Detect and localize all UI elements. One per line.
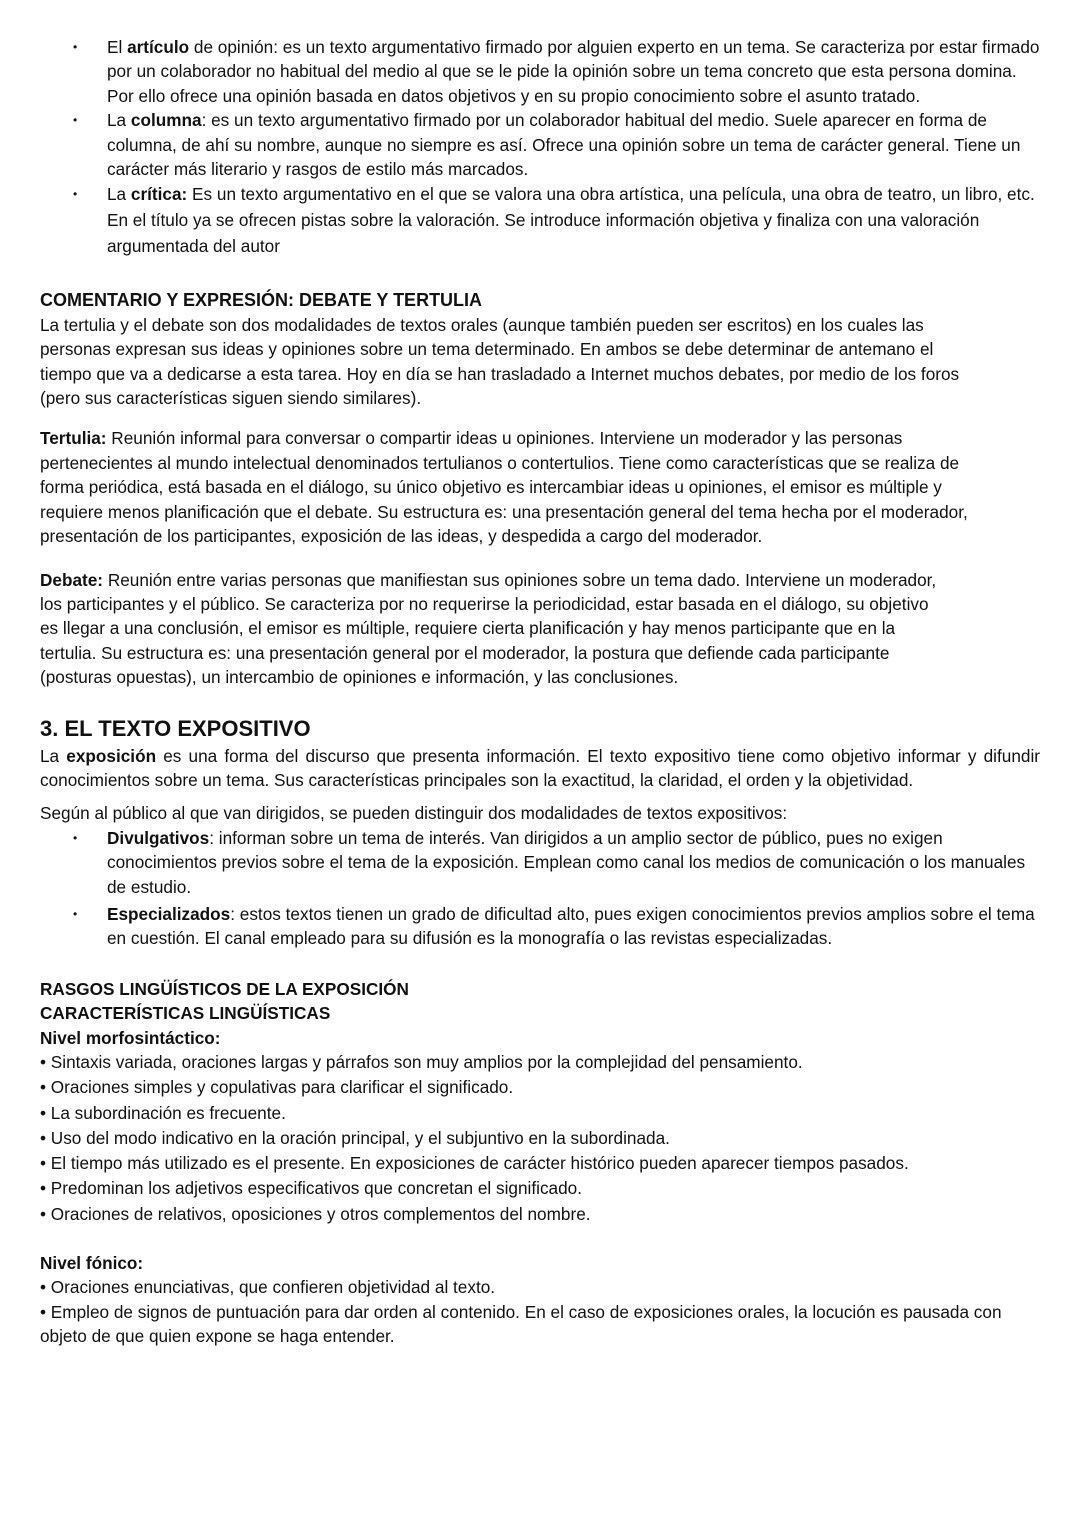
term-critica: crítica: [130, 184, 188, 205]
list-item: • La columna: es un texto argumentativo firmado por un colaborador habitual del medio. Suele aparecer en forma de columna, de ahí su nombre, aunque no siempre es así. Ofrece una opinión sobre un tema de carácter general. Tiene un carácter más literario y rasgos de estilo más marcados. [73, 110, 1021, 180]
document-page [40, 35, 1040, 1349]
heading-fonico: Nivel fónico: [40, 1253, 144, 1274]
morfo-list [40, 1050, 1040, 1227]
expositivo-intro-paragraph: La exposición es una forma del discurso que presenta información. El texto expositivo tiene como objetivo informar y difundir conocimientos sobre un tema. Sus características principales son la exactitud, la claridad, el orden y la objetividad. [40, 745, 1040, 790]
bullet-icon: • [73, 830, 78, 845]
fonico-list [40, 1275, 1040, 1348]
list-item: • Predominan los adjetivos especificativos que concretan el significado. [40, 1178, 582, 1199]
bullet-icon: • [73, 906, 78, 921]
tertulia-paragraph: Tertulia: Reunión informal para conversar o compartir ideas u opiniones. Interviene un moderador y las personas pertenecientes al mundo intelectual denominados tertulianos o contertulios. Tiene como características que se realiza de forma periódica, está basada en el diálogo, su único objetivo es intercambiar ideas u opiniones, el emisor es múltiple y requiere menos planificación que el debate. Su estructura es: una presentación general del tema hecha por el moderador, presentación de los participantes, exposición de las ideas, y despedida a cargo del moderador. [40, 428, 968, 547]
list-item: • La crítica: Es un texto argumentativo en el que se valora una obra artística, una película, una obra de teatro, un libro, etc. En el título ya se ofrecen pistas sobre la valoración. Se introduce información objetiva y finaliza con una valoración argumentada del autor [40, 181, 1040, 259]
list-item: • Oraciones simples y copulativas para clarificar el significado. [40, 1077, 514, 1098]
public-intro: Según al público al que van dirigidos, se pueden distinguir dos modalidades de textos expositivos: [40, 803, 788, 824]
list-item: • Oraciones de relativos, oposiciones y otros complementos del nombre. [40, 1203, 591, 1224]
section-heading-expositivo: 3. EL TEXTO EXPOSITIVO [40, 715, 311, 741]
list-item: • Divulgativos: informan sobre un tema de interés. Van dirigidos a un amplio sector de público, pues no exigen conocimientos previos sobre el tema de la exposición. Emplean como canal los medios de comunicación o los manuales de estudio. [73, 827, 1026, 897]
section-heading-debate: COMENTARIO Y EXPRESIÓN: DEBATE Y TERTULIA [40, 290, 483, 311]
list-item: • Sintaxis variada, oraciones largas y párrafos son muy amplios por la complejidad del pensamiento. [40, 1052, 803, 1072]
heading-morfosintactico: Nivel morfosintáctico: [40, 1027, 221, 1048]
opinion-genre-list [40, 35, 1040, 259]
term-divulgativos: Divulgativos [107, 827, 210, 848]
term-tertulia: Tertulia: [40, 428, 107, 449]
list-item: • Especializados: estos textos tienen un grado de dificultad alto, pues exigen conocimientos previos amplios sobre el tema en cuestión. El canal empleado para su difusión es la monografía o las revistas especializadas. [73, 903, 1035, 949]
term-especializados: Especializados [107, 903, 231, 924]
heading-caracteristicas: CARACTERÍSTICAS LINGÜÍSTICAS [40, 1003, 331, 1024]
list-item: • Uso del modo indicativo en la oración principal, y el subjuntivo en la subordinada. [40, 1127, 670, 1148]
term-articulo: artículo [127, 37, 190, 57]
bullet-icon: • [73, 113, 78, 128]
bullet-icon: • [73, 40, 78, 54]
term-columna: columna [130, 110, 202, 131]
expository-types-list [40, 826, 1040, 951]
list-item: • La subordinación es frecuente. [40, 1102, 286, 1123]
list-item: • El artículo de opinión: es un texto argumentativo firmado por alguien experto en un tema. Se caracteriza por estar firmado por un colaborador no habitual del medio al que se le pide la opinión sobre un tema concreto que esta persona domina. Por ello ofrece una opinión basada en datos objetivos y en su propio conocimiento sobre el asunto tratado. [73, 37, 1040, 106]
debate-paragraph: Debate: Reunión entre varias personas que manifiestan sus opiniones sobre un tema dado. Interviene un moderador, los participantes y el público. Se caracteriza por no requerirse la periodicidad, estar basada en el diálogo, su objetivo es llegar a una conclusión, el emisor es múltiple, requiere cierta planificación y hay menos participante que en la tertulia. Su estructura es: una presentación general por el moderador, la postura que defiende cada participante (posturas opuestas), un intercambio de opiniones e información, y las conclusiones. [40, 569, 937, 688]
heading-rasgos: RASGOS LINGÜÍSTICOS DE LA EXPOSICIÓN [40, 978, 409, 999]
term-exposicion: exposición [66, 745, 157, 766]
list-item: • Oraciones enunciativas, que confieren objetividad al texto. [40, 1277, 496, 1298]
debate-intro-paragraph: La tertulia y el debate son dos modalidades de textos orales (aunque también pueden ser escritos) en los cuales las personas expresan sus ideas y opiniones sobre un tema determinado. En ambos se debe determinar de antemano el tiempo que va a dedicarse a esta tarea. Hoy en día se han trasladado a Internet muchos debates, por medio de los foros (pero sus características siguen siendo similares). [40, 314, 960, 409]
list-item: • Empleo de signos de puntuación para dar orden al contenido. En el caso de exposiciones orales, la locución es pausada con objeto de que quien expone se haga entender. [40, 1301, 1002, 1347]
bullet-icon: • [73, 187, 78, 202]
term-debate: Debate: [40, 569, 104, 590]
list-item: • El tiempo más utilizado es el presente. En exposiciones de carácter histórico pueden aparecer tiempos pasados. [40, 1153, 909, 1174]
